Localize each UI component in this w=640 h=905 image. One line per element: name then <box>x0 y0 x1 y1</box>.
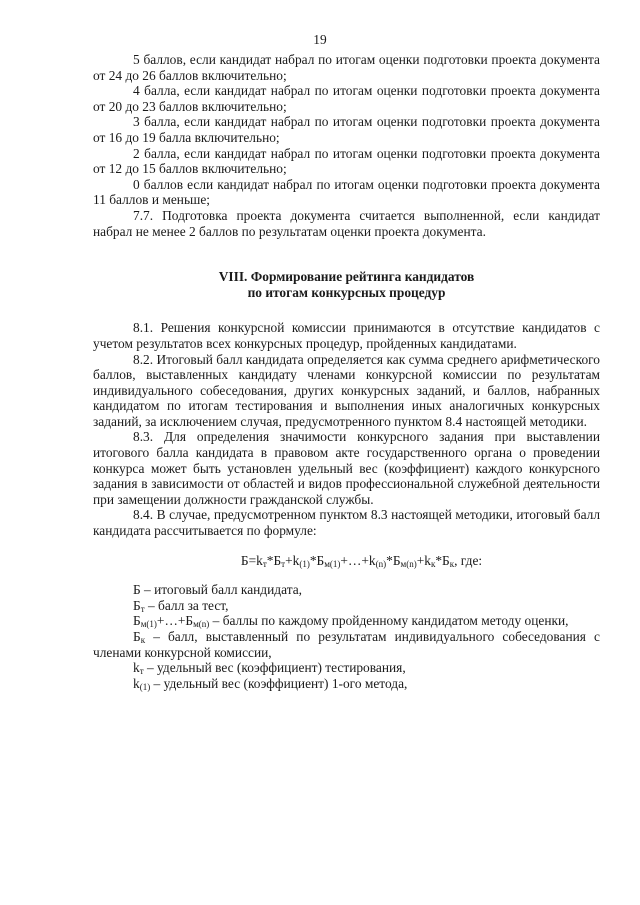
paragraph-8-2: 8.2. Итоговый балл кандидата определяется как сумма среднего арифметического баллов, выставленных кандидату членами конкурсной комиссии по результатам индивидуального собеседования, других конкурсных заданий, и баллов, набранных кандидатом по итогам тестирования и выполнения иных аналогичных конкурсных заданий, за исключением случая, предусмотренного пунктом 8.4 настоящей методики. <box>93 351 600 429</box>
page-number: 19 <box>313 32 327 47</box>
legend-line: $k_т$ – удельный вес (коэффициент) тестирования, <box>133 660 406 677</box>
legend-line: $Б_т$ – балл за тест, <box>133 597 229 614</box>
section-title-line2: по итогам конкурсных процедур <box>247 284 446 300</box>
paragraph-8-1: 8.1. Решения конкурсной комиссии принимаются в отсутствие кандидатов с учетом результатов всех конкурсных процедур, пройденных кандидатами. <box>93 320 600 351</box>
formula-legend <box>93 582 600 691</box>
paragraph-8-3: 8.3. Для определения значимости конкурсного задания при выставлении итогового балла кандидата в правовом акте государственного органа о проведении конкурса может быть установлен удельный вес (коэффициент) каждого конкурсного задания в зависимости от областей и видов профессиональной служебной деятельности при замещении должности гражданской службы. <box>93 429 600 507</box>
section-title-line1: VIII. Формирование рейтинга кандидатов <box>218 269 475 285</box>
spacer <box>93 300 600 320</box>
spacer <box>93 239 600 269</box>
score-item-3: 3 балла, если кандидат набрал по итогам оценки подготовки проекта документа от 16 до 19 балла включительно; <box>93 114 600 145</box>
score-item-2: 2 балла, если кандидат набрал по итогам оценки подготовки проекта документа от 12 до 15 баллов включительно; <box>93 145 600 177</box>
score-item-5: 5 баллов, если кандидат набрал по итогам оценки подготовки проекта документа от 24 до 26 баллов включительно; <box>93 52 600 83</box>
rating-formula: $Б=k_т*Б_т+k_{(1)}*Б_{м(1)}+\dots+k_{(n)}*Б_{м(n)}+k_к*Б_к$, где: <box>240 552 483 569</box>
document-body <box>93 52 600 691</box>
paragraph-8-4: 8.4. В случае, предусмотренном пунктом 8.3 настоящей методики, итоговый балл кандидата рассчитывается по формуле: <box>93 507 600 539</box>
legend-line: Б – итоговый балл кандидата, <box>133 582 302 598</box>
legend-line: $k_{(1)}$ – удельный вес (коэффициент) 1-ого метода, <box>133 675 408 692</box>
legend-line: $Б_к$ – балл, выставленный по результатам индивидуального собеседования с членами конкурсной комиссии, <box>93 629 600 660</box>
score-item-0: 0 баллов если кандидат набрал по итогам оценки подготовки проекта документа 11 баллов и меньше; <box>93 176 600 208</box>
legend-line: $Б_{м(1)}+\dots+Б_{м(n)}$ – баллы по каждому пройденному кандидатом методу оценки, <box>133 613 569 630</box>
paragraph-7-7: 7.7. Подготовка проекта документа считается выполненной, если кандидат набрал не менее 2 баллов по результатам оценки проекта документа. <box>93 207 600 239</box>
score-item-4: 4 балла, если кандидат набрал по итогам оценки подготовки проекта документа от 20 до 23 баллов включительно; <box>93 83 600 114</box>
